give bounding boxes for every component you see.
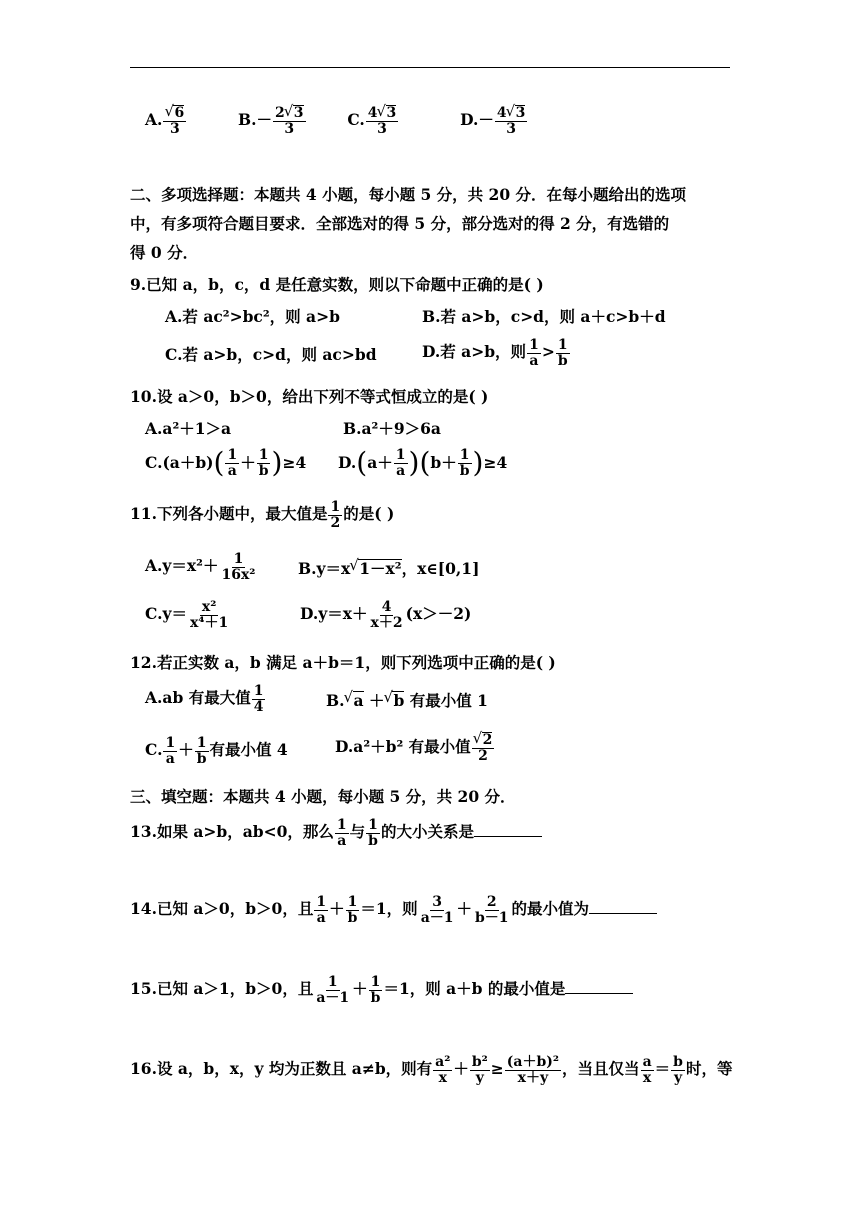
q9-option-d: D.若 a>b，则 $\frac{1}{a}$ > $\frac{1}{b}$	[422, 337, 568, 369]
q16: 16.设 a，b，x，y 均为正数且 a≠b，则有 $\frac{\text{a²}}{x}$ ＋ $\frac{\text{b²}}{y}$ ≥ $\frac{\text{(a＋b)²}}{x+y}$ ，当且仅当 $\frac{a}{x}$ ＝ $\frac{b}{y}$ 时，等	[130, 1054, 733, 1086]
q8-options: A. √ $\frac{6}{3}$ B.－ $\frac{2√ 3}{3}$ C. $\frac{4√ 3}{3}$ D.－ $\frac{4√ 3}{3}$	[145, 105, 528, 137]
q11-option-d: D.y＝x＋ $\frac{4}{x+2}$ (x＞－2)	[300, 599, 472, 631]
q9-option-c: C.若 a>b，c>d，则 ac>bd	[165, 345, 377, 364]
q12-option-c: C. $\frac{1}{a}$ ＋ $\frac{1}{b}$ 有最小值 4	[145, 735, 288, 767]
section2-line3: 得 0 分．	[130, 243, 199, 262]
answer-blank[interactable]	[589, 897, 657, 914]
header-rule	[130, 67, 730, 68]
q11-option-c: C.y＝ $\frac{\text{x²}}{\text{x⁴＋1}}$	[145, 599, 229, 631]
answer-blank[interactable]	[565, 977, 633, 994]
q12-option-a: A.ab 有最大值 $\frac{1}{4}$	[145, 683, 264, 715]
q9-option-b: B.若 a>b，c>d，则 a＋c>b＋d	[422, 307, 666, 326]
q12-option-b: B.√ a ＋√ b 有最小值 1	[326, 690, 488, 712]
q11-option-a: A.y＝x²＋ $\frac{1}{\text{16x²}}$	[145, 551, 256, 583]
section2-line1: 二、多项选择题：本题共 4 小题，每小题 5 分，共 20 分．在每小题给出的选项	[130, 185, 687, 204]
q12-option-d: D.a²＋b² 有最小值 √ $\frac{2}{2}$	[335, 732, 495, 764]
q9-option-a: A.若 ac²>bc²，则 a>b	[165, 307, 340, 326]
q10-option-b: B.a²＋9＞6a	[343, 419, 441, 438]
q10-option-a: A.a²＋1＞a	[145, 419, 232, 438]
q11-stem: 11.下列各小题中，最大值是 $\frac{1}{2}$ 的是( )	[130, 499, 395, 531]
q10-stem: 10.设 a＞0，b＞0，给出下列不等式恒成立的是( )	[130, 387, 489, 406]
q10-option-d: D. ( a＋ $\frac{1}{a}$ )( b＋ $\frac{1}{b}$ ) ≥4	[338, 446, 508, 480]
q11-option-b: B.y＝x√ 1－x²，x∈[0,1]	[298, 558, 479, 580]
q15: 15.已知 a＞1，b＞0，且 $\frac{1}{a-1}$ ＋ $\frac{1}{b}$ ＝1，则 a＋b 的最小值是	[130, 975, 633, 1005]
q9-stem: 9.已知 a，b，c，d 是任意实数，则以下命题中正确的是( )	[130, 275, 544, 294]
q14: 14.已知 a＞0，b＞0，且 $\frac{1}{a}$ ＋ $\frac{1}{b}$ ＝1，则 $\frac{3}{a-1}$ ＋ $\frac{2}{b-1}$ 的最小值为	[130, 895, 657, 925]
section3-title: 三、填空题：本题共 4 小题，每小题 5 分，共 20 分．	[130, 787, 516, 806]
answer-blank[interactable]	[474, 820, 542, 837]
q10-option-c: C.(a＋b) ( $\frac{1}{a}$ ＋ $\frac{1}{b}$ ) ≥4	[145, 446, 307, 480]
q13: 13.如果 a>b，ab<0，那么 $\frac{1}{a}$ 与 $\frac{1}{b}$ 的大小关系是	[130, 818, 542, 848]
q12-stem: 12.若正实数 a，b 满足 a＋b＝1，则下列选项中正确的是( )	[130, 653, 556, 672]
section2-line2: 中，有多项符合题目要求．全部选对的得 5 分，部分选对的得 2 分，有选错的	[130, 214, 670, 233]
